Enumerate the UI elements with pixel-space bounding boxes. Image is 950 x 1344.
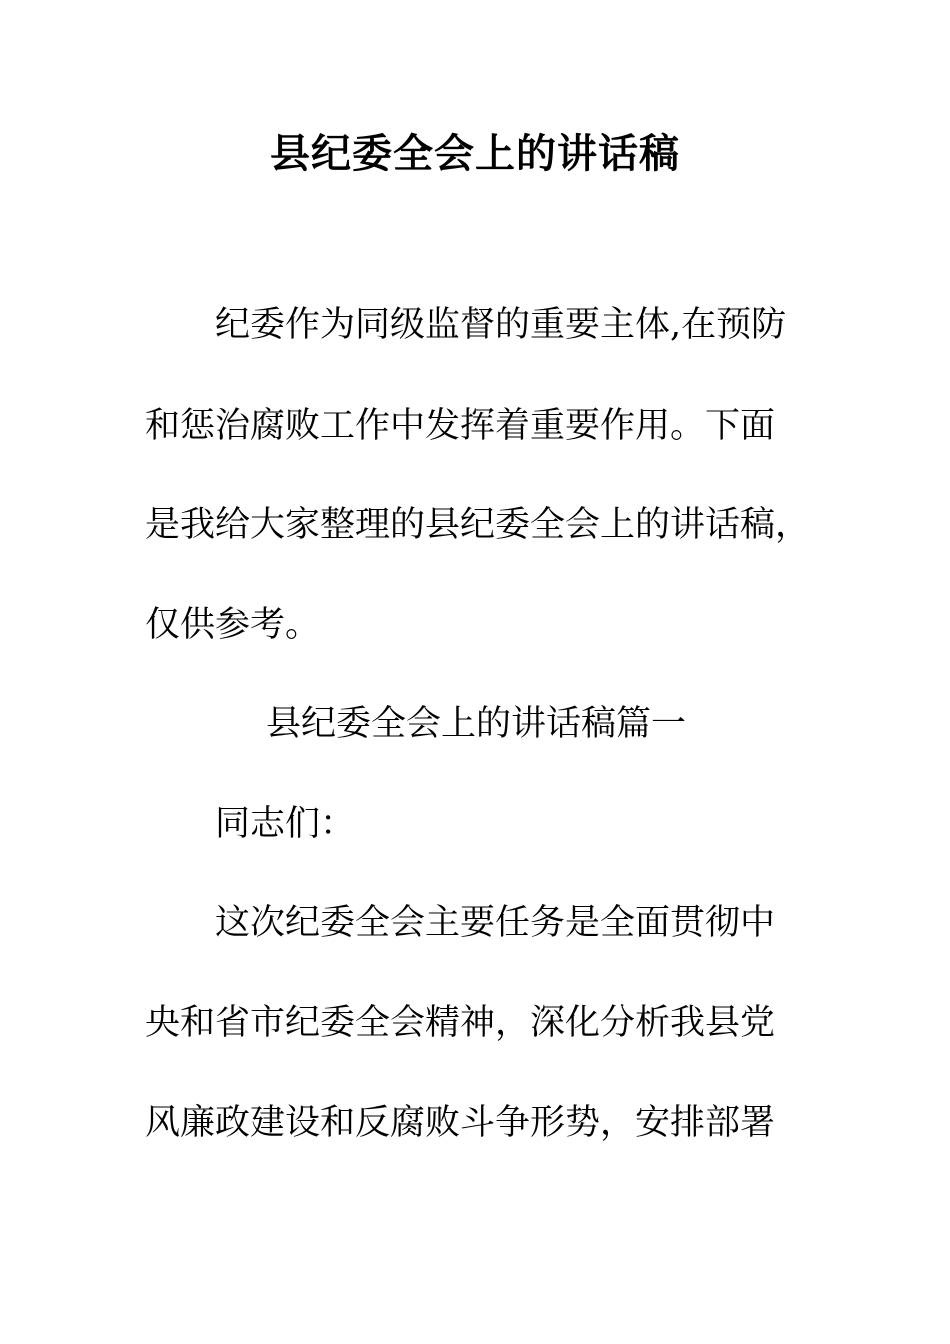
document-title: 县纪委全会上的讲话稿 (270, 130, 680, 177)
paragraph-line: 纪委作为同级监督的重要主体,在预防 (215, 305, 787, 345)
paragraph-line: 风廉政建设和反腐败斗争形势，安排部署 (145, 1103, 776, 1143)
paragraph-line: 和惩治腐败工作中发挥着重要作用。下面 (145, 406, 776, 446)
paragraph-line: 是我给大家整理的县纪委全会上的讲话稿， (145, 505, 811, 545)
paragraph-line: 央和省市纪委全会精神，深化分析我县党 (145, 1003, 776, 1043)
paragraph-line: 这次纪委全会主要任务是全面贯彻中 (215, 903, 776, 943)
paragraph-line: 仅供参考。 (145, 605, 321, 645)
salutation-line: 同志们： (215, 804, 356, 844)
section-heading: 县纪委全会上的讲话稿篇一 (266, 704, 687, 744)
